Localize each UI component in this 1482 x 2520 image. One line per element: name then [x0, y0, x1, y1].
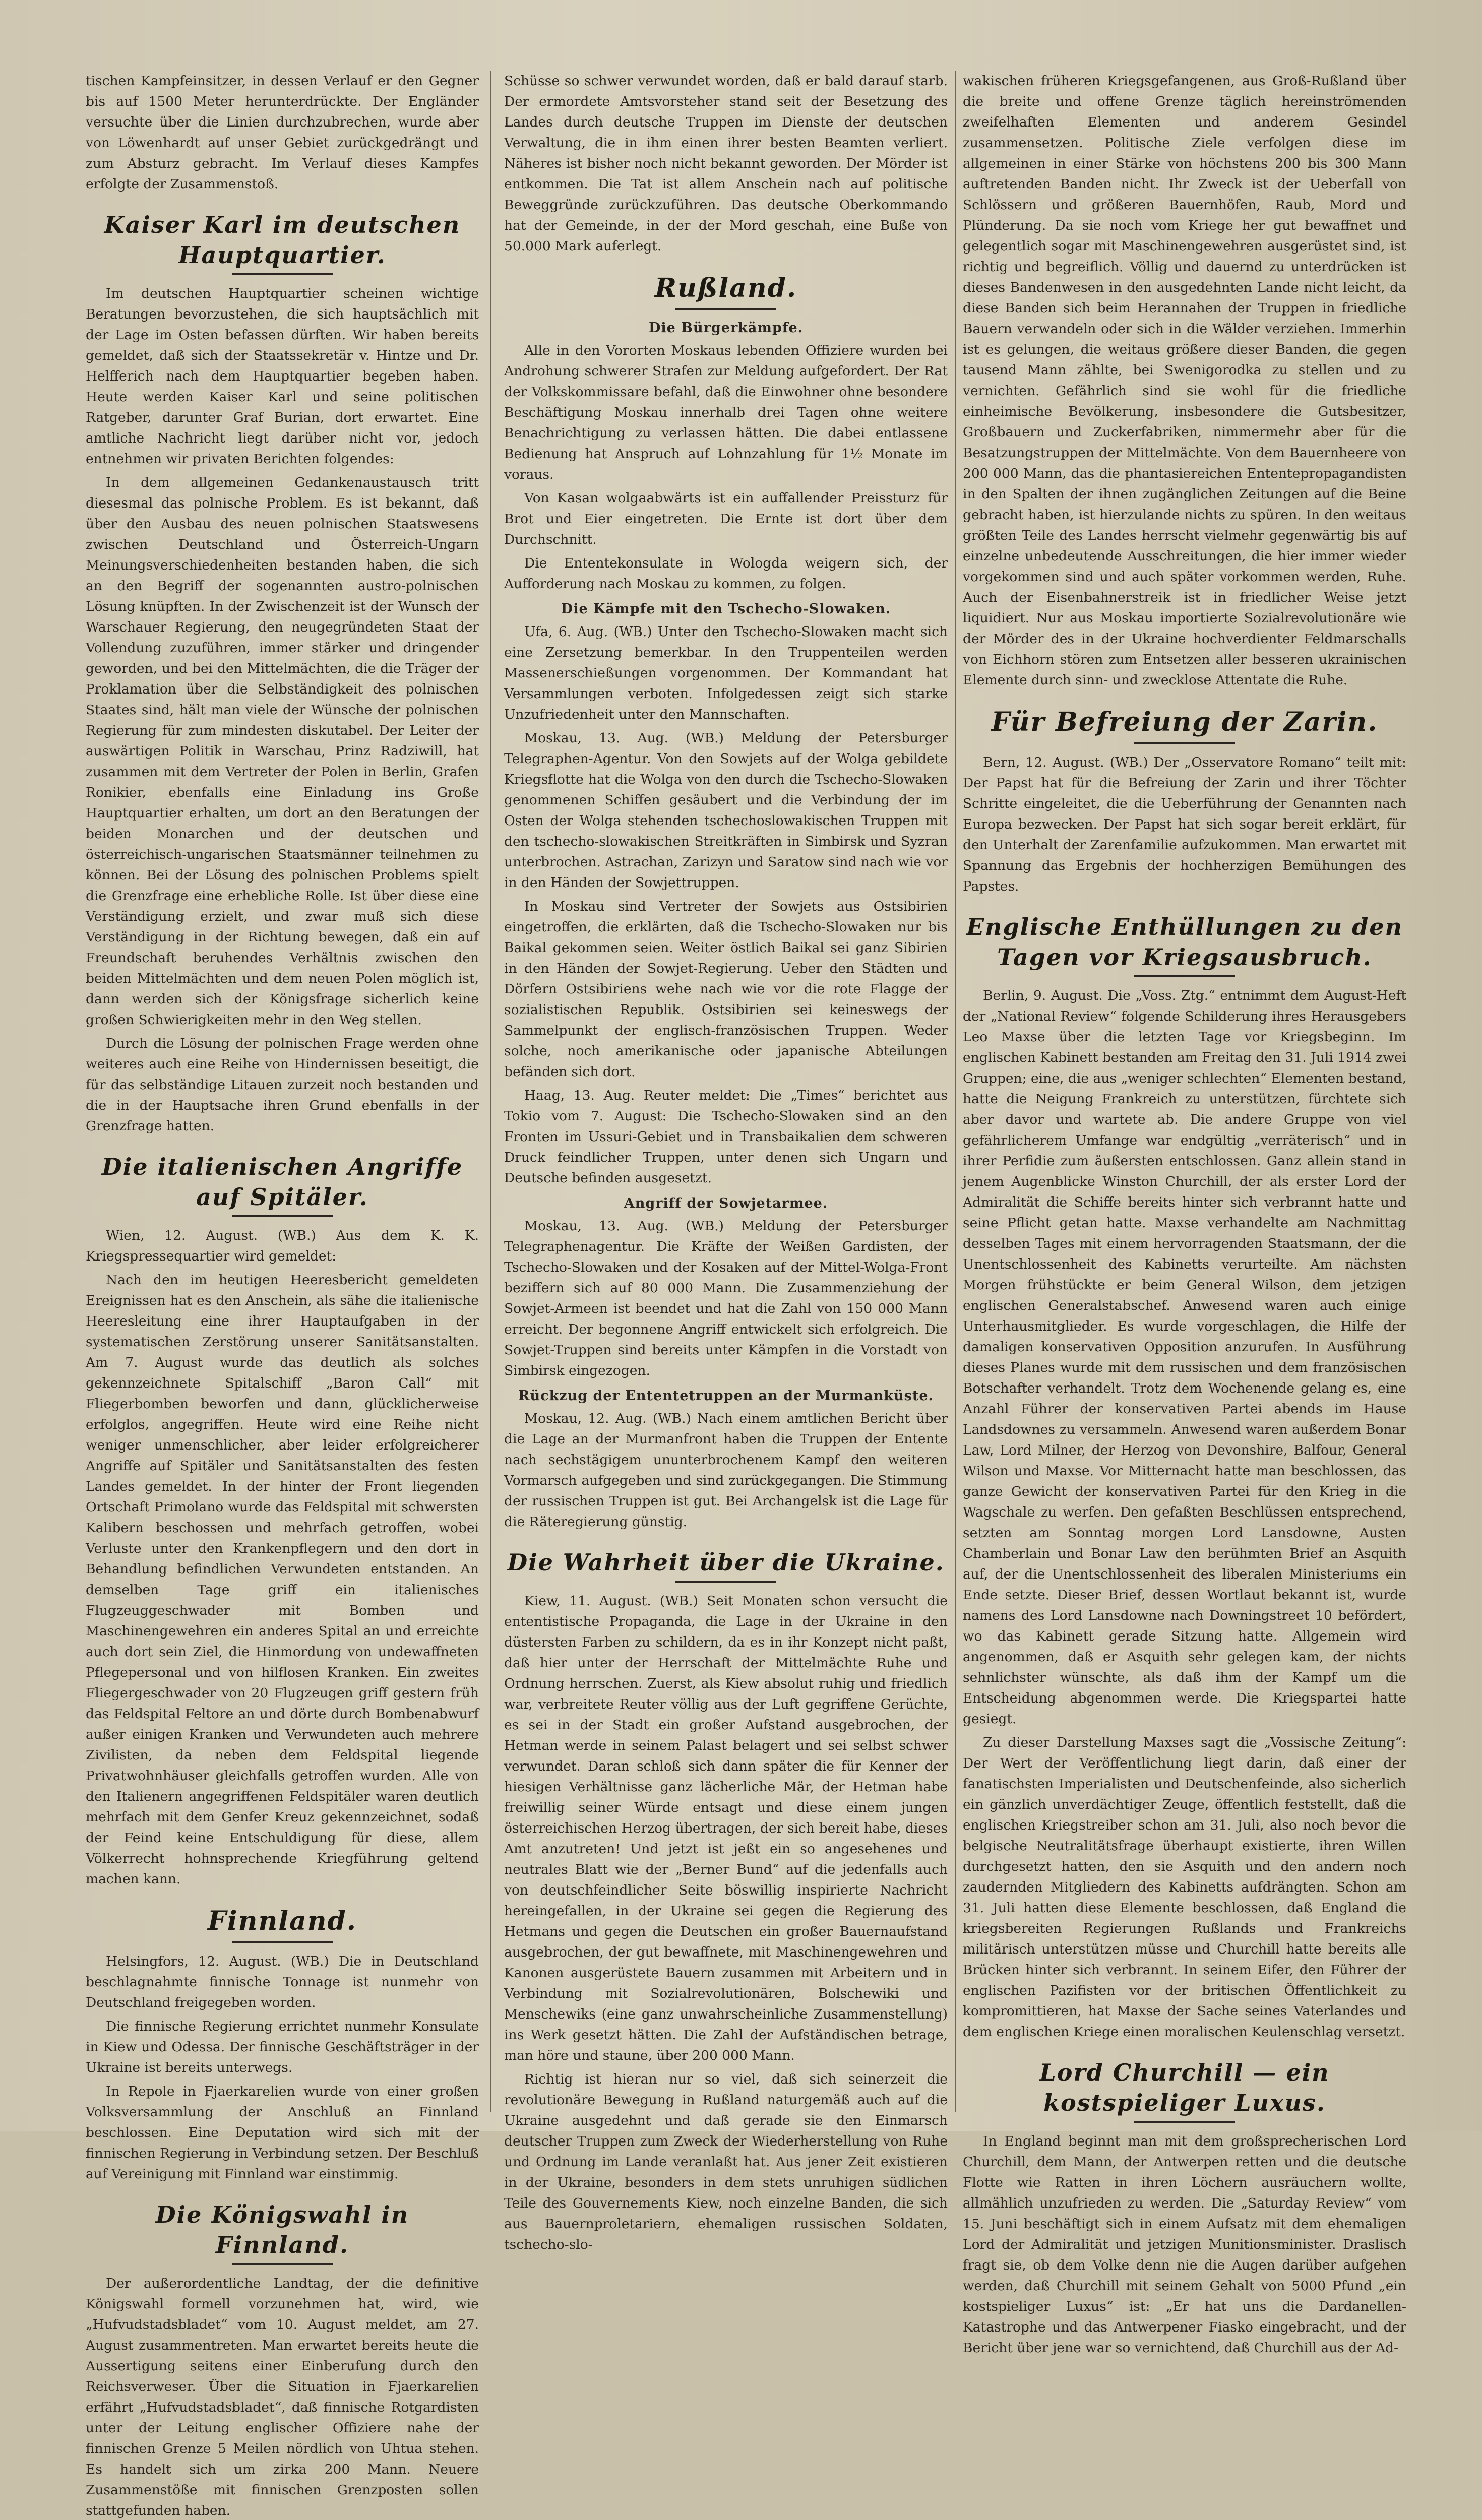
headline-zarin: Für Befreiung der Zarin.: [991, 707, 1378, 737]
headline-lord-churchill: Lord Churchill — ein kostspieliger Luxus.: [1039, 2059, 1330, 2116]
headline-rule: [232, 1941, 333, 1943]
dateline-paragraph: Moskau, 13. Aug. (WB.) Meldung der Petersburger Telegraphenagentur. Die Kräfte der Weißen Gardisten, der Tschecho-Slowaken und der Kosaken auf der Mittel-Wolga-Front beziffern sich auf 80 000 Mann. Die Zusammenziehung der Sowjet-Armeen ist beendet und hat die Zahl von 150 000 Mann erreicht. Der begonnene Angriff entwickelt sich erfolgreich. Die Sowjet-Truppen sind bereits unter Kämpfen in die Vorstadt von Simbirsk eingezogen.: [504, 1218, 948, 1378]
dateline-paragraph: Helsingfors, 12. August. (WB.) Die in Deutschland beschlagnahmte finnische Tonnage ist nunmehr von Deutschland freigegeben worden.: [86, 1954, 479, 2010]
paragraph: In England beginnt man mit dem großsprecherischen Lord Churchill, dem Mann, der Antwerpen retten und die deutsche Flotte wie Ratten in ihren Löchern ausräuchern wollte, allmählich unzufrieden zu werden. Die „Saturday Review“ vom 15. Juni beschäftigt sich in einem Aufsatz mit dem ehemaligen Lord der Admiralität und jetzigen Munitionsminister. Draslisch fragt sie, ob dem Volke denn nie die Augen darüber aufgehen werden, daß Churchill mit seinem Gehalt von 5000 Pfund „ein kostspieliger Luxus“ ist: „Er hat uns die Dardanellen-Katastrophe und das Antwerpener Fiasko eingebracht, und der Bericht über jene war so vernichtend, daß Churchill aus der Ad-: [963, 2133, 1406, 2356]
dateline-paragraph: Berlin, 9. August. Die „Voss. Ztg.“ entnimmt dem August-Heft der „National Review“ folgende Schilderung ihres Herausgebers Leo Maxse über die letzten Tage vor Kriegsbeginn. Im englischen Kabinett bestanden am Freitag den 31. Juli 1914 zwei Gruppen; eine, die aus „weniger schlechten“ Elementen bestand, hatte die Neigung Frankreich zu unterstützen, fürchtete sich aber davor und wartete ab. Die andere Gruppe von viel gefährlicherem Umfange war endgültig „verräterisch“ und in ihrer Perfidie zum äußersten entschlossen. Ganz allein stand in jenem Augenblicke Winston Churchill, der als erster Lord der Admiralität die Schiffe bereits hinter sich verbrannt hatte und seine Pflicht getan hatte. Maxse verhandelte am Nachmittag desselben Tages mit einem hervorragenden Staatsmann, der die Unentschlossenheit des Kabinetts verurteilte. Am nächsten Morgen frühstückte er beim General Wilson, dem jetzigen englischen Generalstabschef. Anwesend waren auch einige Unterhausmitglieder. Es wurde vorgeschlagen, die Hilfe der damaligen konservativen Opposition anzurufen. In Ausführung dieses Planes wurde mit dem russischen und dem französischen Botschafter verhandelt. Trotz dem Wochenende gelang es, eine Anzahl Führer der konservativen Partei abends im Hause Landsdownes zu versammeln. Anwesend waren außerdem Bonar Law, Lord Milner, der Herzog von Devonshire, Balfour, General Wilson und Maxse. Vor Mitternacht hatte man beschlossen, das ganze Gewicht der konservativen Partei für den Krieg in die Wagschale zu werfen. Den gefaßten Beschlüssen entsprechend, setzten am Sonntag morgen Lord Lansdowne, Austen Chamberlain und Bonar Law den berühmten Brief an Asquith auf, der die Unentschlossenheit des liberalen Ministeriums ein Ende setzte. Dieser Brief, dessen Wortlaut bekannt ist, wurde namens des Lord Lansdowne nach Downingstreet 10 befördert, wo das Kabinett gerade Sitzung hatte. Allgemein wird angenommen, daß er Asquith sehr gelegen kam, der nichts sehnlichster wünschte, als daß ihm der Kampf um die Entscheidung abgenommen werde. Die Kriegspartei hatte gesiegt.: [963, 988, 1406, 1727]
dateline-paragraph: Haag, 13. Aug. Reuter meldet: Die „Times“ berichtet aus Tokio vom 7. August: Die Tschecho-Slowaken sind an den Fronten im Ussuri-Gebiet und in Transbaikalien dem schweren Druck feindlicher Truppen, unter denen sich Ungarn und Deutsche befinden ausgesetzt.: [504, 1088, 948, 1186]
headline-rule: [675, 308, 776, 310]
article-continuation: tischen Kampfeinsitzer, in dessen Verlauf er den Gegner bis auf 1500 Meter herunterdrückte. Der Engländer versuchte über die Linien durchzubrechen, wurde aber von Löwenhardt auf unser Gebiet zurückgedrängt und zum Absturz gebracht. Im Verlauf dieses Kampfes erfolgte der Zusammenstoß.: [86, 73, 479, 192]
headline-ukraine: Die Wahrheit über die Ukraine.: [507, 1549, 945, 1576]
headline-rule: [1134, 975, 1235, 977]
article-continuation: wakischen früheren Kriegsgefangenen, aus Groß-Rußland über die breite und offene Grenze täglich hereinströmenden zweifelhaften Elementen und anderem Gesindel zusammensetzen. Politische Ziele verfolgen diese im allgemeinen in einer Stärke von höchstens 200 bis 300 Mann auftretenden Banden nicht. Ihr Zweck ist der Ueberfall von Schlössern und größeren Bauernhöfen, Raub, Mord und Plünderung. Da sie noch vom Kriege her gut bewaffnet und gelegentlich sogar mit Maschinengewehren ausgerüstet sind, ist richtig und begreiflich. Völlig und dauernd zu unterdrücken ist dieses Bandenwesen in den ausgedehnten Lande nicht leicht, da diese Banden sich beim Herannahen der Truppen in friedliche Bauern verwandeln oder sich in die Wälder verziehen. Immerhin ist es gelungen, die weitaus größere dieser Banden, die gegen tausend Mann zählte, bei Swenigorodka zu stellen und zu vernichten. Gefährlich sind sie wohl für die friedliche einheimische Bevölkerung, insbesondere die Gutsbesitzer, Großbauern und Zuckerfabriken, nimmermehr aber für die Besatzungstruppen der Mittelmächte. Von dem Bauernheere von 200 000 Mann, das die phantasiereichen Ententepropagandisten in den Spalten der ihnen zugänglichen Zeitungen auf die Beine gebracht haben, ist hierzulande nichts zu spüren. In den weitaus größten Teile des Landes herrscht vielmehr gegenwärtig bis auf einzelne unbedeutende Ausschreitungen, die hier immer wieder vorgekommen sind und auch später vorkommen werden, Ruhe. Auch der Eisenbahnerstreik ist in friedlicher Weise jetzt liquidiert. Nur aus Moskau importierte Sozialrevolutionäre wie der Mörder des in der Ukraine hochverdienter Feldmarschalls von Eichhorn stören zum Entsetzen aller besseren ukrainischen Elemente durch sinn- und zwecklose Attentate die Ruhe.: [963, 73, 1406, 688]
headline-englische-enthuellungen: Englische Enthüllungen zu den Tagen vor Kriegsausbruch.: [966, 913, 1403, 971]
subheading: Die Bürgerkämpfe.: [648, 320, 804, 336]
headline-rule: [232, 273, 333, 275]
paragraph: In Repole in Fjaerkarelien wurde von einer großen Volksversammlung der Anschluß an Finnland beschlossen. Eine Deputation wird sich mit der finnischen Regierung in Verbindung setzen. Der Beschluß auf Vereinigung mit Finnland war einstimmig.: [86, 2084, 479, 2182]
subheading: Die Kämpfe mit den Tschecho-Slowaken.: [561, 601, 891, 617]
headline-rule: [1134, 742, 1235, 744]
headline-russland: Rußland.: [654, 273, 797, 303]
article-continuation: Schüsse so schwer verwundet worden, daß er bald darauf starb. Der ermordete Amtsvorsteher stand seit der Besetzung des Landes durch deutsche Truppen im Dienste der deutschen Verwaltung, die in ihm einen ihrer besten Beamten verliert. Näheres ist bisher noch nicht bekannt geworden. Der Mörder ist entkommen. Die Tat ist allem Anschein nach auf politische Beweggründe zurückzuführen. Das deutsche Oberkommando hat der Gemeinde, in der der Mord geschah, eine Buße von 50.000 Mark auferlegt.: [504, 73, 948, 254]
dateline-paragraph: Wien, 12. August. (WB.) Aus dem K. K. Kriegspressequartier wird gemeldet:: [86, 1228, 479, 1264]
dateline-paragraph: Moskau, 13. Aug. (WB.) Meldung der Petersburger Telegraphen-Agentur. Von den Sowjets auf der Wolga gebildete Kriegsflotte hat die Wolga von den durch die Tschecho-Slowaken genommenen Schiffen gesäubert und die Verbindung der im Osten der Wolga stehenden tschechoslowakischen Truppen mit den tschecho-slowakischen Streitkräften in Simbirsk und Syzran unterbrochen. Astrachan, Zarizyn und Saratow sind nach wie vor in den Händen der Sowjettruppen.: [504, 730, 948, 891]
headline-italian-attacks: Die italienischen Angriffe auf Spitäler.: [101, 1153, 463, 1211]
paragraph: Richtig ist hieran nur so viel, daß sich seinerzeit die revolutionäre Bewegung in Rußland naturgemäß auch auf die Ukraine ausgedehnt und daß gerade sie den Einmarsch deutscher Truppen zum Zweck der Wiederherstellung von Ruhe und Ordnung im Lande veranlaßt hat. Aus jener Zeit existieren in der Ukraine, besonders in dem stets unruhigen südlichen Teile des Gouvernements Kiew, noch einzelne Banden, die sich aus Bauernproletariern, ehemaligen russischen Soldaten, tschecho-slo-: [504, 2071, 948, 2252]
paragraph: In dem allgemeinen Gedankenaustausch tritt diesesmal das polnische Problem. Es ist bekannt, daß über den Ausbau des neuen polnischen Staatswesens zwischen Deutschland und Österreich-Ungarn Meinungsverschiedenheiten bestanden haben, die sich an den Begriff der sogenannten austro-polnischen Lösung knüpften. In der Zwischenzeit ist der Wunsch der Warschauer Regierung, den neugegründeten Staat der Vollendung zuzuführen, immer stärker und dringender geworden, und bei den Mittelmächten, die die Träger der Proklamation über die Selbständigkeit des polnischen Staates sind, hält man viele der Wünsche der polnischen Regierung für zum mindesten diskutabel. Der Leiter der auswärtigen Politik in Warschau, Prinz Radziwill, hat zusammen mit dem Vertreter der Polen in Berlin, Grafen Ronikier, ebenfalls eine Einladung ins Große Hauptquartier erhalten, um dort an den Beratungen der beiden Monarchen und der deutschen und österreichisch-ungarischen Staatsmänner teilnehmen zu können. Bei der Lösung des polnischen Problems spielt die Grenzfrage eine erhebliche Rolle. Ist über diese eine Verständigung erzielt, und zwar muß sich diese Verständigung in der Richtung bewegen, daß ein auf Freundschaft beruhendes Verhältnis zwischen den beiden Mittelmächten und dem neuen Polen möglich ist, dann werden sich der Königsfrage sicherlich keine großen Schwierigkeiten mehr in den Weg stellen.: [86, 475, 479, 1028]
column-rule: [955, 71, 956, 2112]
column-right: [963, 71, 1406, 2356]
paragraph: Im deutschen Hauptquartier scheinen wichtige Beratungen bevorzustehen, die sich hauptsächlich mit der Lage im Osten befassen dürften. Wir haben bereits gemeldet, daß sich der Staatssekretär v. Hintze und Dr. Helfferich nach dem Hauptquartier begeben haben. Heute werden Kaiser Karl und seine politischen Ratgeber, darunter Graf Burian, dort erwartet. Eine amtliche Nachricht liegt darüber nicht vor, jedoch entnehmen wir privaten Berichten folgendes:: [86, 286, 479, 467]
paragraph: Die finnische Regierung errichtet nunmehr Konsulate in Kiew und Odessa. Der finnische Geschäftsträger in der Ukraine ist bereits unterwegs.: [86, 2019, 479, 2075]
subheading: Angriff der Sowjetarmee.: [624, 1195, 828, 1211]
paragraph: Durch die Lösung der polnischen Frage werden ohne weiteres auch eine Reihe von Hindernissen beseitigt, die für das selbständige Litauen zurzeit noch bestanden und die in der Hauptsache ihren Grund ebenfalls in der Grenzfrage hatten.: [86, 1036, 479, 1134]
paragraph: Von Kasan wolgaabwärts ist ein auffallender Preissturz für Brot und Eier eingetreten. Die Ernte ist dort über dem Durchschnitt.: [504, 490, 948, 547]
headline-rule: [232, 1215, 333, 1217]
paragraph: Zu dieser Darstellung Maxses sagt die „Vossische Zeitung“: Der Wert der Veröffentlichung liegt darin, daß einer der fanatischsten Imperialisten und Deutschenfeinde, also sicherlich ein gänzlich unverdächtiger Zeuge, öffentlich feststellt, daß die englischen Kriegstreiber schon am 31. Juli, also noch bevor die belgische Neutralitätsfrage überhaupt existierte, ihren Willen durchgesetzt hatten, den sie Asquith und den andern noch zaudernden Mitgliedern des Kabinetts aufdrängten. Schon am 31. Juli hatten diese Elemente beschlossen, daß England die kriegsbereiten Regierungen Rußlands und Frankreichs militärisch unterstützen müsse und Churchill hatte bereits alle Brücken hinter sich verbrannt. In seinem Eifer, den Führer der englischen Pazifisten vor der britischen Öffentlichkeit zu kompromittieren, hat Maxse der Sache seines Vaterlandes und dem englischen Kriege einen moralischen Keulenschlag versetzt.: [963, 1735, 1406, 2040]
headline-rule: [675, 1581, 776, 1583]
dateline-paragraph: Moskau, 12. Aug. (WB.) Nach einem amtlichen Bericht über die Lage an der Murmanfront haben die Truppen der Entente nach sechstägigem ununterbrochenem Kampf den weiteren Vormarsch aufgegeben und sind zurückgegangen. Die Stimmung der russischen Truppen ist gut. Bei Archangelsk ist die Lage für die Räteregierung günstig.: [504, 1411, 948, 1530]
headline-kaiser-karl: Kaiser Karl im deutschen Hauptquartier.: [104, 211, 461, 269]
paragraph: Die Ententekonsulate in Wologda weigern sich, der Aufforderung nach Moskau zu kommen, zu folgen.: [504, 555, 948, 592]
dateline-paragraph: Ufa, 6. Aug. (WB.) Unter den Tschecho-Slowaken macht sich eine Zersetzung bemerkbar. In den Truppenteilen werden Massenerschießungen vorgenommen. Der Kommandant hat Versammlungen verboten. Infolgedessen zeigt sich starke Unzufriedenheit unter den Mannschaften.: [504, 624, 948, 722]
column-middle: [504, 71, 948, 2252]
headline-rule: [232, 2263, 333, 2265]
headline-rule: [1134, 2121, 1235, 2123]
paragraph: In Moskau sind Vertreter der Sowjets aus Ostsibirien eingetroffen, die erklärten, daß die Tschecho-Slowaken nur bis Baikal gekommen seien. Weiter östlich Baikal sei ganz Sibirien in den Händen der Sowjet-Regierung. Ueber den Städten und Dörfern Ostsibiriens wehe nach wie vor die rote Flagge der sozialistischen Republik. Ostsibirien sei keineswegs der Sammelpunkt der englisch-französischen Truppen. Weder solche, noch amerikanische oder japanische Abteilungen befänden sich dort.: [504, 899, 948, 1080]
headline-finnland: Finnland.: [207, 1906, 357, 1936]
headline-koenigswahl: Die Königswahl in Finnland.: [155, 2201, 409, 2258]
subheading: Rückzug der Ententetruppen an der Murmanküste.: [518, 1388, 934, 1404]
column-left: [86, 71, 479, 2518]
paragraph: Alle in den Vororten Moskaus lebenden Offiziere wurden bei Androhung schwerer Strafen zur Meldung aufgefordert. Der Rat der Volkskommissare befahl, daß die Einwohner ohne besondere Beschäftigung Moskau innerhalb drei Tagen ohne weitere Benachrichtigung zu verlassen hätten. Die dabei entlassene Bedienung hat Anspruch auf Lohnzahlung für 1½ Monate im voraus.: [504, 343, 948, 482]
dateline-paragraph: Bern, 12. August. (WB.) Der „Osservatore Romano“ teilt mit: Der Papst hat für die Befreiung der Zarin und ihrer Töchter Schritte eingeleitet, die die Ueberführung der Genannten nach Europa bezwecken. Der Papst hat sich sogar bereit erklärt, für den Unterhalt der Zarenfamilie aufzukommen. Man erwartet mit Spannung das Ergebnis der hochherzigen Bemühungen des Papstes.: [963, 754, 1406, 894]
paragraph: Nach den im heutigen Heeresbericht gemeldeten Ereignissen hat es den Anschein, als sähe die italienische Heeresleitung eine ihrer Hauptaufgaben in der systematischen Zerstörung unserer Sanitätsanstalten. Am 7. August wurde das deutlich als solches gekennzeichnete Spitalschiff „Baron Call“ mit Fliegerbomben beworfen und dann, glücklicherweise erfolglos, angegriffen. Heute wird eine Reihe nicht weniger unmenschlicher, aber leider erfolgreicherer Angriffe auf Spitäler und Sanitätsanstalten des festen Landes gemeldet. In der hinter der Front liegenden Ortschaft Primolano wurde das Feldspital mit schwersten Kalibern beschossen und mehrfach getroffen, wobei Verluste unter den Krankenpflegern und den dort in Behandlung befindlichen Verwundeten entstanden. An demselben Tage griff ein italienisches Flugzeuggeschwader mit Bomben und Maschinengewehren ein anderes Spital an und erreichte auch dort sein Ziel, die Hinmordung von undewaffneten Pflegepersonal und von hilflosen Kranken. Ein zweites Fliegergeschwader von 20 Flugzeugen griff gestern früh das Feldspital Feltore an und dörte durch Bombenabwurf außer einigen Kranken und Verwundeten auch mehrere Zivilisten, da neben dem Feldspital liegende Privatwohnhäuser gleichfalls getroffen wurden. Alle von den Italienern angegriffenen Feldspitäler waren deutlich mehrfach mit dem Genfer Kreuz gekennzeichnet, sodaß der Feind keine Entschuldigung für diese, allem Völkerrecht hohnsprechende Kriegführung geltend machen kann.: [86, 1272, 479, 1887]
column-rule: [490, 71, 491, 2112]
paragraph: Der außerordentliche Landtag, der die definitive Königswahl formell vorzunehmen hat, wird, wie „Hufvudstadsbladet“ vom 10. August meldet, am 27. August zusammentreten. Man erwartet bereits heute die Aussertigung seitens einer Einberufung durch den Reichsverweser. Über die Situation in Fjaerkarelien erfährt „Hufvudstadsbladet“, daß finnische Rotgardisten unter der Leitung englischer Offiziere nahe der finnischen Grenze 5 Meilen nördlich von Uhtua stehen. Es handelt sich um zirka 200 Mann. Neuere Zusammenstöße mit finnischen Grenzposten sollen stattgefunden haben.: [86, 2276, 479, 2518]
dateline-paragraph: Kiew, 11. August. (WB.) Seit Monaten schon versucht die ententistische Propaganda, die Lage in der Ukraine in den düstersten Farben zu schildern, da es in ihr Konzept nicht paßt, daß hier unter der Herrschaft der Mittelmächte Ruhe und Ordnung herrschen. Zuerst, als Kiew absolut ruhig und friedlich war, verbreitete Reuter völlig aus der Luft gegriffene Gerüchte, es sei in der Stadt ein großer Aufstand ausgebrochen, der Hetman werde in seinem Palast belagert und sei selbst schwer verwundet. Daran schloß sich dann später die für Kenner der hiesigen Verhältnisse ganz lächerliche Mär, der Hetman habe freiwillig seiner Würde entsagt und diese einem jungen österreichischen Herzog übertragen, der sich bereit habe, dieses Amt anzutreten! Und jetzt ist jeßt ein so angesehenes und neutrales Blatt wie der „Berner Bund“ auf die jedenfalls auch von deutschfeindlicher Seite böswillig inspirierte Nachricht hereingefallen, in der Ukraine sei gegen die Regierung des Hetmans und gegen die Deutschen ein großer Bauernaufstand ausgebrochen, der gut bewaffnete, mit Maschinengewehren und Kanonen ausgerüstete Bauern zusammen mit Arbeitern und in Verbindung mit Sozialrevolutionären, Bolschewiki und Menschewiks (eine ganz unwahrscheinliche Zusammenstellung) ins Werk gesetzt hätten. Die Zahl der Aufständischen betrage, man höre und staune, über 200 000 Mann.: [504, 1593, 948, 2063]
